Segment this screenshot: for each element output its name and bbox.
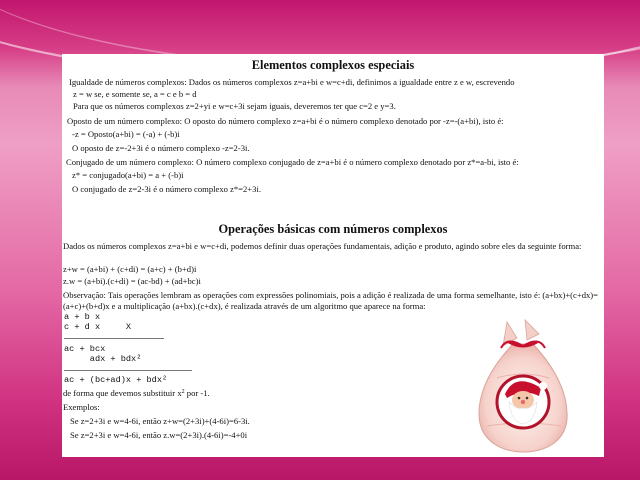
slide-content (62, 54, 604, 457)
text-line: Para que os números complexos z=2+yi e w=c+3i sejam iguais, deveremos ter que c=2 e y=3. (73, 101, 396, 111)
algorithm-line: a + b x (64, 312, 101, 322)
algorithm-line: c + d x X (64, 322, 132, 332)
examples-label: Exemplos: (63, 402, 100, 412)
text-line: z* = conjugado(a+bi) = a + (-b)i (72, 170, 184, 180)
substitute-note: de forma que devemos substituir $x^2$ por -1. (63, 388, 210, 398)
section-title: Operações básicas com números complexos (218, 222, 448, 236)
text-line: z = w se, e somente se, a = c e b = d (73, 89, 197, 99)
text-line: O conjugado de z=2-3i é o número complexo z*=2+3i. (72, 184, 261, 194)
section-title: Elementos complexos especiais (251, 58, 415, 72)
text-line: Igualdade de números complexos: Dados os números complexos z=a+bi e w=c+di, definimos a igualdade entre z e w, escrevendo (69, 77, 515, 87)
text-line: Conjugado de um número complexo: O número complexo conjugado de z=a+bi é o número complexo denotado por z*=a-bi, isto é: (66, 157, 519, 167)
text-line: -z = Oposto(a+bi) = (-a) + (-b)i (72, 129, 180, 139)
product-formula: z.w = (a+bi).(c+di) = (ac-bd) + (ad+bc)i (63, 276, 201, 286)
algorithm-line: adx + bdx² (64, 354, 142, 364)
algorithm-line: ac + (bc+ad)x + bdx² (64, 375, 168, 385)
observation-paragraph: Observação: Tais operações lembram as operações com expressões polinomiais, pois a adição é realizada de uma forma semelhante, isto é: (a+bx)+(c+dx)=(a+c)+(b+d)x e a multiplicação (a+bx).(c+dx), é realizada através de um algoritmo que aparece na forma: (63, 290, 599, 312)
intro-paragraph: Dados os números complexos z=a+bi e w=c+di, podemos definir duas operações fundamentais, adição e produto, agindo sobre eles da seguinte forma: (63, 241, 582, 251)
algorithm-divider (64, 370, 192, 371)
example-line: Se z=2+3i e w=4-6i, então z+w=(2+3i)+(4-6i)=6-3i. (70, 416, 250, 426)
text-line: O oposto de z=-2+3i é o número complexo -z=2-3i. (72, 143, 250, 153)
text-line: Oposto de um número complexo: O oposto do número complexo z=a+bi é o número complexo denotado por -z=-(a+bi), isto é: (67, 116, 504, 126)
algorithm-divider (64, 338, 164, 339)
santa-gift-bag-icon (467, 316, 577, 456)
sum-formula: z+w = (a+bi) + (c+di) = (a+c) + (b+d)i (63, 264, 197, 274)
example-line: Se z=2+3i e w=4-6i, então z.w=(2+3i).(4-6i)=-4+0i (70, 430, 248, 440)
algorithm-line: ac + bcx (64, 344, 106, 354)
